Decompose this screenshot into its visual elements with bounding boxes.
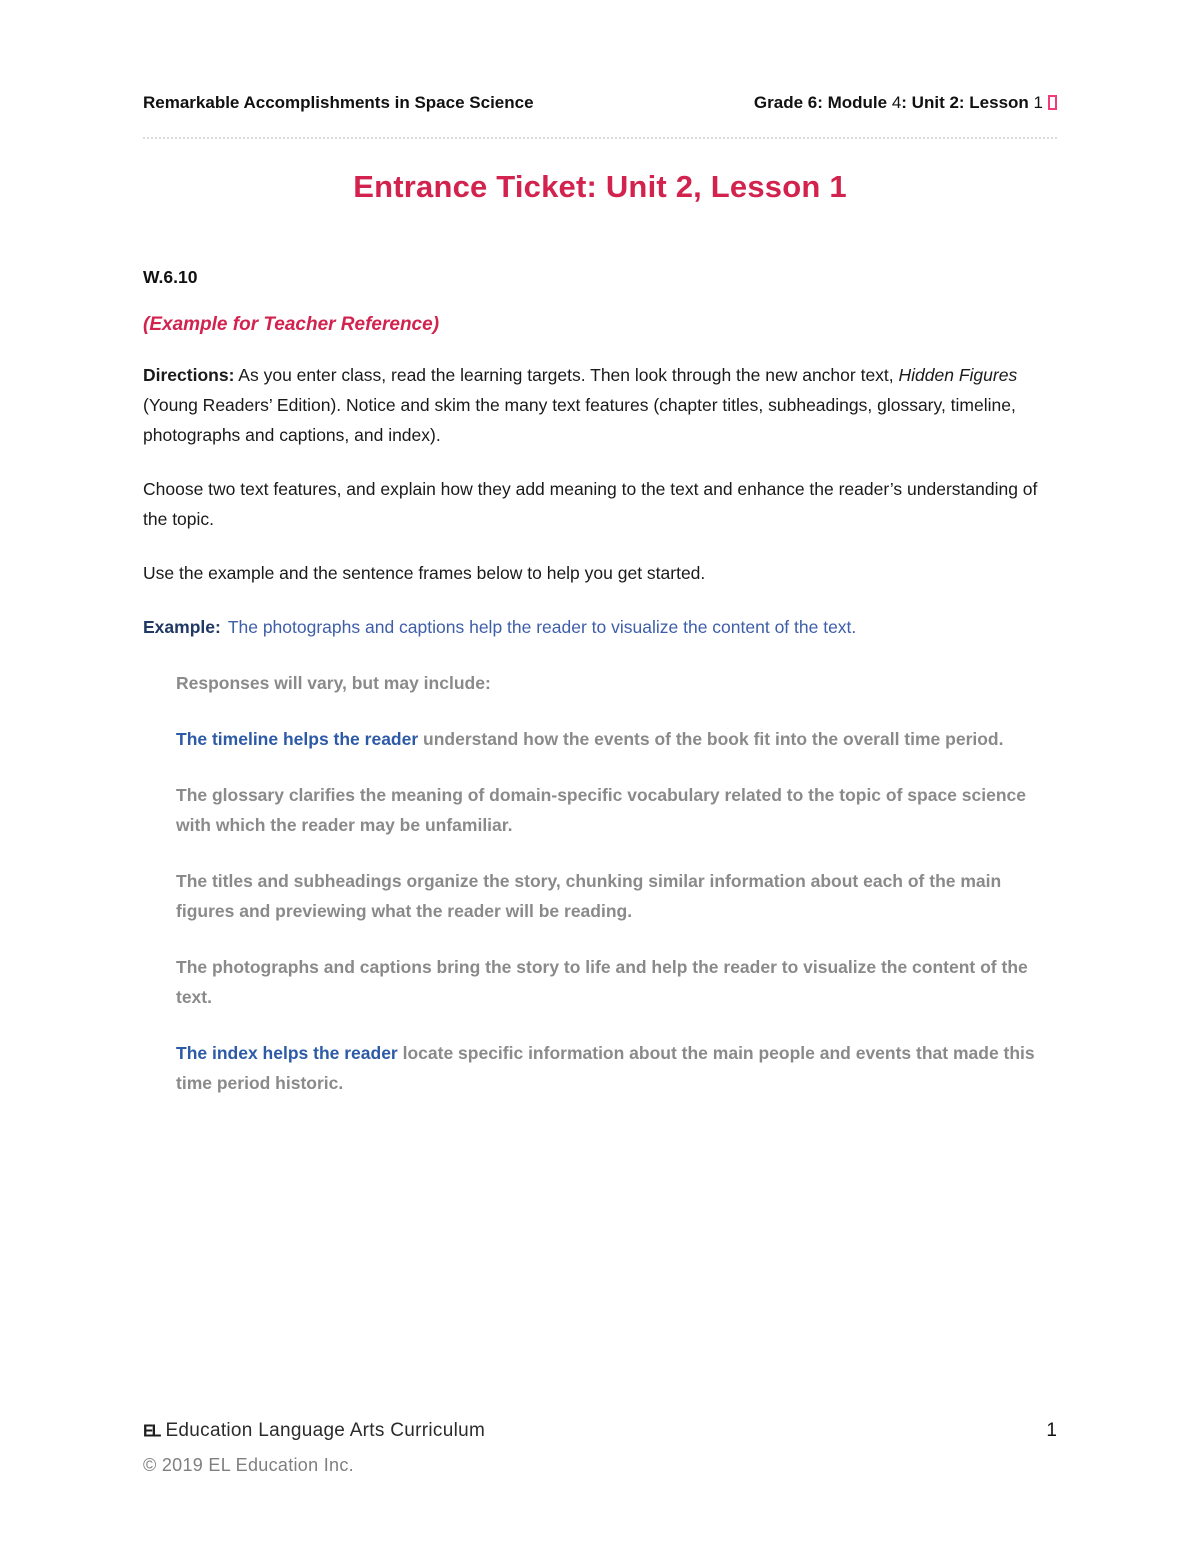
responses-intro: Responses will vary, but may include: bbox=[176, 673, 491, 693]
response-rest: locate specific information about the main people and events that made this time period historic. bbox=[176, 1043, 1035, 1093]
page-title: Entrance Ticket: Unit 2, Lesson 1 bbox=[353, 169, 847, 204]
header-lesson-number: 1 bbox=[1033, 93, 1043, 112]
response-lead: The timeline helps the reader bbox=[176, 729, 419, 749]
footer-brand-line bbox=[143, 1420, 485, 1442]
responses-block bbox=[176, 668, 1057, 1098]
standard-code: W.6.10 bbox=[143, 267, 198, 287]
directions-label: Directions: bbox=[143, 365, 235, 385]
el-education-logo-icon: EL bbox=[143, 1422, 160, 1441]
teacher-reference-note: (Example for Teacher Reference) bbox=[143, 314, 440, 335]
response-rest: The photographs and captions bring the story to life and help the reader to visualize the content of the text. bbox=[176, 957, 1028, 1007]
book-title: Hidden Figures bbox=[898, 365, 1018, 385]
header-left-title: Remarkable Accomplishments in Space Science bbox=[143, 93, 534, 112]
missing-glyph-box-icon bbox=[1048, 95, 1057, 110]
response-item-index bbox=[176, 1038, 1057, 1098]
directions-text-1: As you enter class, read the learning targets. Then look through the new anchor text, bbox=[234, 365, 899, 385]
response-item-titles bbox=[176, 866, 1057, 926]
page-number: 1 bbox=[1046, 1420, 1057, 1441]
response-rest: understand how the events of the book fit into the overall time period. bbox=[418, 729, 1004, 749]
directions-paragraph bbox=[143, 360, 1057, 450]
page-footer bbox=[143, 1420, 1057, 1476]
header-grade-module: Grade 6: Module bbox=[753, 93, 892, 112]
header-divider bbox=[143, 137, 1057, 139]
footer-brand-text: Education Language Arts Curriculum bbox=[165, 1420, 486, 1441]
example-label: Example: bbox=[143, 617, 221, 637]
response-item-timeline bbox=[176, 724, 1057, 754]
example-paragraph bbox=[143, 612, 1057, 642]
header-right-title bbox=[754, 93, 1057, 113]
response-rest: The titles and subheadings organize the story, chunking similar information about each of the main figures and previewing what the reader will be reading. bbox=[176, 871, 1002, 921]
directions-text-2: (Young Readers’ Edition). Notice and skim the many text features (chapter titles, subheadings, glossary, timeline, photographs and captions, and index). bbox=[143, 395, 1016, 445]
example-text: The photographs and captions help the reader to visualize the content of the text. bbox=[227, 617, 857, 637]
choose-two-paragraph: Choose two text features, and explain how they add meaning to the text and enhance the reader’s understanding of the topic. bbox=[143, 479, 1038, 529]
header-module-number: 4 bbox=[891, 93, 902, 112]
footer-copyright: © 2019 EL Education Inc. bbox=[143, 1455, 354, 1475]
response-rest: The glossary clarifies the meaning of domain-specific vocabulary related to the topic of space science with which the reader may be unfamiliar. bbox=[176, 785, 1026, 835]
response-lead: The index helps the reader bbox=[176, 1043, 398, 1063]
response-item-photographs bbox=[176, 952, 1057, 1012]
response-item-glossary bbox=[176, 780, 1057, 840]
header-unit-lesson: : Unit 2: Lesson bbox=[901, 93, 1034, 112]
page-header bbox=[143, 93, 1057, 113]
sentence-frames-note: Use the example and the sentence frames below to help you get started. bbox=[143, 563, 706, 583]
